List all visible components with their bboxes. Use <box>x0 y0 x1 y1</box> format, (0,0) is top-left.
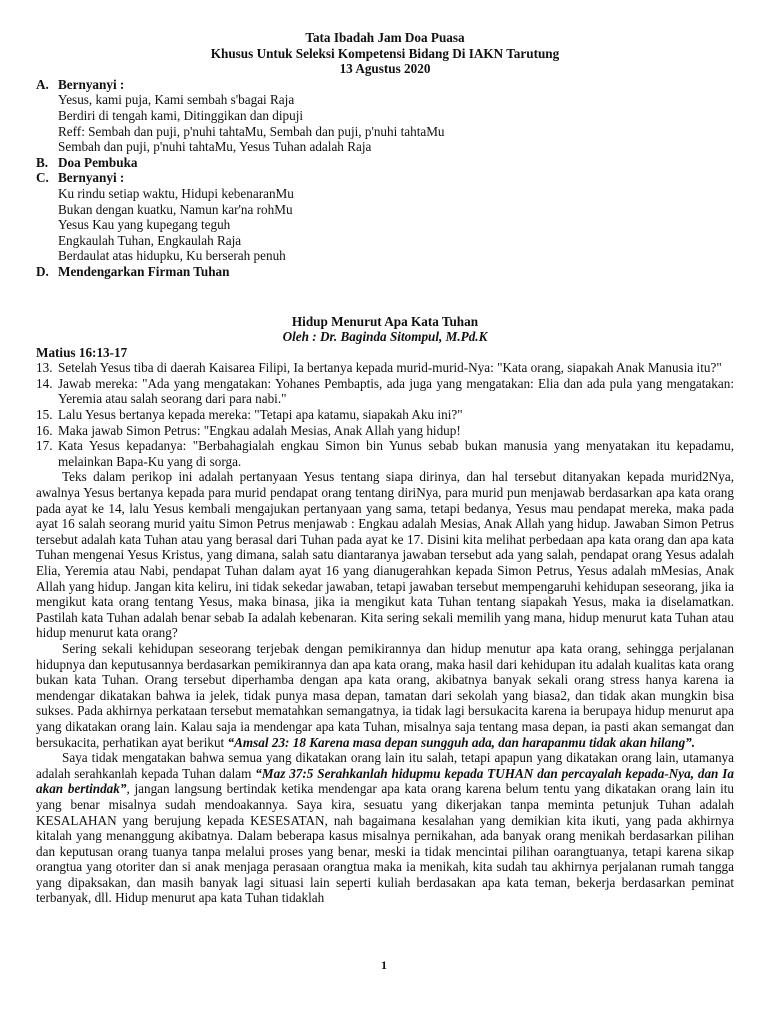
sermon-paragraph-1: Teks dalam perikop ini adalah pertanyaan Yesus tentang siapa dirinya, dan hal tersebut ditanyakan kepada murid2Nya, awalnya Yesus bertanya kepada para murid pendapat orang tentang diriNya, para murid pun menjawab berdasarkan apa kata orang pada ayat ke 14, lalu Yesus kembali mengajukan pertanyaan yang sama, tetapi bedanya, Yesus mau pendapat mereka, maka pada ayat 16 salah seorang murid yaitu Simon Petrus menjawab : Engkau adalah Mesias, Anak Allah yang hidup. Jawaban Simon Petrus tersebut adalah kata Tuhan atau yang berasal dari Tuhan pada ayat ke 17. Disini kita melihat perbedaan apa kata orang dan apa kata Tuhan mengenai Yesus Kristus, yang dimana, salah satu diantaranya jawaban tersebut ada yang salah, pendapat orang Yesus adalah Elia, Yeremia atau Nabi, pendapat Tuhan dalam ayat 16 yang dianugerahkan kepada Simon Petrus, Yesus adalah mMesias, Anak Allah yang hidup. Jangan kita keliru, ini tidak sekedar jawaban, tetapi jawaban tersebut mempengaruhi kehidupan seseorang, jika ia mengikut kata orang tentang Yesus, maka binasa, jika ia mengikut kata Tuhan tentang siapakah Yesus, maka ia diselamatkan. Pastilah kata Tuhan adalah benar sebab Ia adalah kebenaran. Kita sering sekali memilih yang mana, hidup menurut kata Tuhan atau hidup menurut kata orang? <box>36 469 734 641</box>
lyric-line: Bukan dengan kuatku, Namun kar'na rohMu <box>58 201 293 217</box>
bible-verses <box>36 360 734 469</box>
sermon-title: Hidup Menurut Apa Kata Tuhan <box>291 313 479 329</box>
sermon-author: Oleh : Dr. Baginda Sitompul, M.Pd.K <box>282 329 488 345</box>
spacer <box>36 280 734 312</box>
verse-text: Kata Yesus kepadanya: "Berbahagialah engkau Simon bin Yunus sebab bukan manusia yang menyatakan itu kepadamu, melainkan Bapa-Ku yang di sorga. <box>58 438 734 469</box>
page-number: 1 <box>381 958 387 972</box>
bible-passage-reference: Matius 16:13-17 <box>36 344 128 360</box>
sermon-paragraph-3 <box>36 750 734 906</box>
verse-text: Lalu Yesus bertanya kepada mereka: "Tetapi apa katamu, siapakah Aku ini?" <box>58 407 463 423</box>
verse-number: 16. <box>36 422 53 438</box>
verse-number: 17. <box>36 438 53 454</box>
scripture-quote: “Maz 37:5 Serahkanlah hidupmu kepada TUHAN dan percayalah kepada-Nya, dan Ia akan bertindak” <box>36 765 734 797</box>
order-of-service-header <box>36 30 734 77</box>
sermon-paragraph-2 <box>36 641 734 750</box>
verse-item <box>36 407 734 423</box>
verse-text: Setelah Yesus tiba di daerah Kaisarea Filipi, Ia bertanya kepada murid-murid-Nya: "Kata orang, siapakah Anak Manusia itu?" <box>58 360 722 376</box>
lyric-line: Sembah dan puji, p'nuhi tahtaMu, Yesus Tuhan adalah Raja <box>58 139 372 155</box>
paragraph-text: Sering sekali kehidupan seseorang terjebak dengan pemikirannya dan hidup menutur apa kata orang, sehingga perjalanan hidupnya dan keputusannya berdasarkan pemikirannya dan apa kata orang, maka hasil dari kehidupan itu adalah kualitas kata orang bukan kata Tuhan. Orang tersebut diperhamba dengan apa kata orang, akibatnya banyak sekali orang stress hanya karena ia mendengar dikatakan bahwa ia jelek, tidak punya masa depan, tamatan dari sekolah yang biasa2, dan tidak akan mungkin bisa sukses. Pada akhirnya perkataan tersebut mematahkan semangatnya, ia tidak lagi bersukacita karena ia berupaya hidup menurut apa yang dikatakan orang lain. Kalau saja ia mendengar apa kata Tuhan, misalnya saja tentang masa depan, ia pasti akan semangat dan bersukacita, perhatikan ayat berikut <box>36 640 734 750</box>
paragraph-text: Saya tidak mengatakan bahwa semua yang dikatakan orang lain itu salah, tetapi apapun yang dikatakan orang lain, utamanya adalah serahkanlah kepada Tuhan dalam <box>36 750 734 781</box>
lyric-line: Yesus Kau yang kupegang teguh <box>58 217 231 233</box>
section-title: Bernyanyi : <box>58 76 125 92</box>
section-letter: B. <box>36 154 49 170</box>
service-date: 13 Agustus 2020 <box>339 61 431 77</box>
lyric-line: Yesus, kami puja, Kami sembah s'bagai Raja <box>58 92 295 108</box>
section-title: Bernyanyi : <box>58 170 125 186</box>
verse-text: Jawab mereka: "Ada yang mengatakan: Yohanes Pembaptis, ada juga yang mengatakan: Elia dan ada pula yang mengatakan: Yeremia atau salah seorang dari para nabi." <box>58 375 734 407</box>
service-subtitle: Khusus Untuk Seleksi Kompetensi Bidang Di IAKN Tarutung <box>210 45 560 61</box>
verse-number: 13. <box>36 360 53 376</box>
song-lyrics <box>36 186 734 264</box>
lyric-line: Berdaulat atas hidupku, Ku berserah penuh <box>58 248 286 264</box>
lyric-line: Berdiri di tengah kami, Ditinggikan dan dipuji <box>58 107 304 123</box>
section-b <box>36 155 734 171</box>
verse-item <box>36 438 734 469</box>
lyric-line: Ku rindu setiap waktu, Hidupi kebenaranMu <box>58 185 294 201</box>
section-title: Mendengarkan Firman Tuhan <box>58 263 230 279</box>
lyric-line: Engkaulah Tuhan, Engkaulah Raja <box>58 232 242 248</box>
section-letter: D. <box>36 263 49 279</box>
section-letter: C. <box>36 170 49 186</box>
verse-item <box>36 423 734 439</box>
verse-number: 15. <box>36 407 53 423</box>
section-d <box>36 264 734 280</box>
verse-item <box>36 376 734 407</box>
verse-text: Maka jawab Simon Petrus: "Engkau adalah Mesias, Anak Allah yang hidup! <box>58 422 461 438</box>
paragraph-text: , jangan langsung bertindak ketika mendengar apa kata orang karena belum tentu yang dikatakan orang lain itu yang benar misalnya sudah mendoakannya. Saya kira, sesuatu yang dikerjakan tanpa meminta petunjuk Tuhan adalah KESALAHAN yang berujung kepada KESESATAN, nah bagaimana kesalahan yang demikian kita ikuti, yang pada akhirnya kitalah yang menanggung akibatnya. Dalam beberapa kasus misalnya pernikahan, ada banyak orang menikah berdasarkan pilihan dan keputusan orang tuanya tanpa melalui proses yang benar, meski ia tidak mencintai pilihan oarangtuanya, tetapi karena sikap orangtua yang otoriter dan si anak menjaga perasaan orangtua maka ia menikah, kita sudah tau akhirnya perjalanan rumah tangga yang dipaksakan, dan masih banyak lagi situasi lain seperti kuliah berdasakan apa kata teman, bekerja berdasarkan peminat terbanyak, dll. Hidup menurut apa kata Tuhan tidaklah <box>36 781 734 906</box>
song-lyrics <box>36 92 734 154</box>
scripture-quote: “Amsal 23: 18 Karena masa depan sungguh ada, dan harapanmu tidak akan hilang”. <box>227 734 696 750</box>
service-title: Tata Ibadah Jam Doa Puasa <box>305 30 465 45</box>
section-c <box>36 170 734 264</box>
section-a <box>36 77 734 155</box>
verse-item <box>36 360 734 376</box>
verse-number: 14. <box>36 375 53 391</box>
section-title: Doa Pembuka <box>58 154 138 170</box>
lyric-line: Reff: Sembah dan puji, p'nuhi tahtaMu, Sembah dan puji, p'nuhi tahtaMu <box>58 123 445 139</box>
section-letter: A. <box>36 76 49 92</box>
